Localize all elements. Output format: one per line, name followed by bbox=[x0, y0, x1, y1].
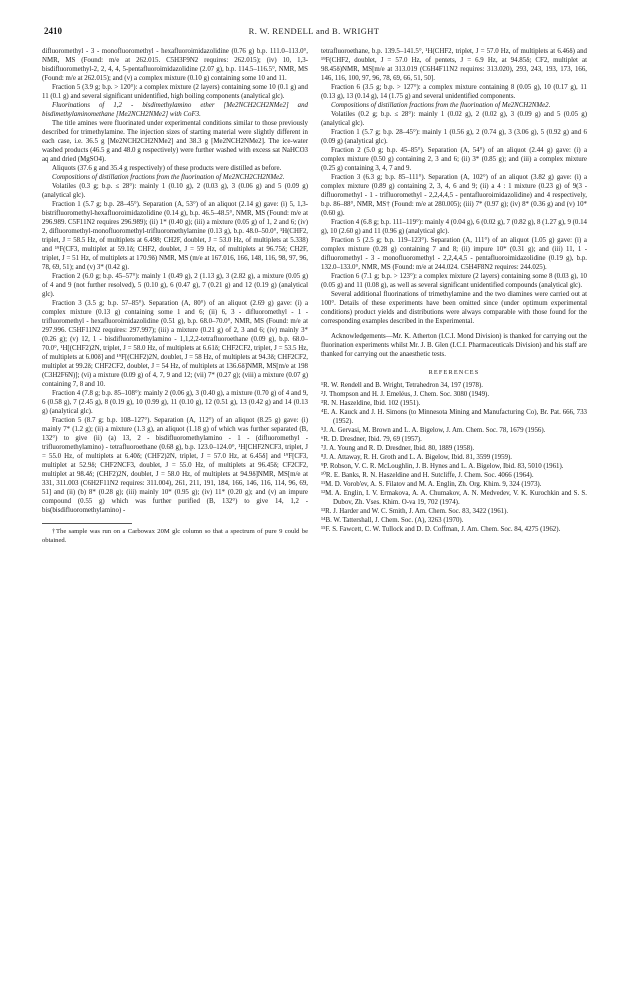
paragraph-fraction-2: Fraction 2 (6.0 g; b.p. 45–57°): mainly 1 (0.49 g), 2 (1.13 g), 3 (2.82 g), a mixture (0.05 g) of 4 and 9 (not further resolved), 5 (0.10 g), 6 (0.47 g), 7 (0.21 g) and 12 (0.19 g) (analytical glc). bbox=[42, 273, 308, 298]
paragraph-fraction-2b: Fraction 2 (5.0 g; b.p. 45–85°). Separation (A, 54°) of an aliquot (2.44 g) gave: (i) a complex mixture (0.50 g) containing 2, 3 and 6; (ii) 3* (0.85 g); and (iii) a complex mixture (0.25 g) containing 3, 4, 7 and 9. bbox=[321, 147, 587, 172]
reference-item: ¹¹M. D. Vorob'ev, A. S. Filatov and M. A. Englin, Zh. Org. Khim. 9, 324 (1973). bbox=[321, 481, 542, 488]
paragraph-fraction-5: Fraction 5 (3.9 g; b.p. > 120°): a complex mixture (2 layers) containing some 10 (0.1 g) and 11 (0.1 g) and several significant unidentified, high boiling components (analytical glc). bbox=[42, 84, 308, 100]
reference-item: ¹⁴B. W. Tattershall, J. Chem. Soc. (A), 3263 (1970). bbox=[321, 517, 464, 524]
references-list bbox=[321, 381, 587, 534]
reference-item: ¹⁰R. E. Banks, R. N. Haszeldine and H. Sutcliffe, J. Chem. Soc. 4066 (1964). bbox=[321, 472, 534, 479]
reference-item: ⁴E. A. Kauck and J. H. Simons (to Minnesota Mining and Manufacturing Co), Br. Pat. 666, 733 (1952). bbox=[321, 409, 587, 425]
paragraph-fraction-6: Fraction 6 (3.5 g; b.p. > 127°): a complex mixture containing 8 (0.05 g), 10 (0.17 g), 11 (0.13 g), 13 (0.14 g), 14 (1.75 g) and several unidentified components. bbox=[321, 84, 587, 100]
paragraph-method: The title amines were fluorinated under experimental conditions similar to those previously described for trimethylamine. The injection sizes of starting material were slightly different in each case, i.e. 36.5 g [Me2NCH2CH2NMe2] and 38.3 g [Me2NCH2NMe2]. The ice-water washed products (46.5 g and 48.0 g respectively) were further washed with excess sat NaHCO3 aq and dried (MgSO4). bbox=[42, 120, 308, 163]
paragraph-aliquots: Aliquots (37.6 g and 35.4 g respectively) of these products were distilled as before. bbox=[52, 165, 282, 172]
footnote-text: †The sample was run on a Carbowax 20M glc column so that a spectrum of pure 9 could be obtained. bbox=[42, 528, 308, 544]
subheading-compositions-ethane: Compositions of distillation fractions from the fluorination of Me2NCH2CH2NMe2. bbox=[52, 174, 285, 181]
paragraph-fraction-6b: Fraction 6 (7.1 g; b.p. > 123°): a complex mixture (2 layers) containing some 8 (0.03 g), 10 (0.05 g) and 11 (0.08 g), as well as several significant unidentified compounds (analytical glc). bbox=[321, 273, 587, 289]
reference-item: ⁵J. A. Gervasi, M. Brown and L. A. Bigelow, J. Am. Chem. Soc. 78, 1679 (1956). bbox=[321, 427, 546, 434]
reference-item: ¹²M. A. Englin, I. V. Ermakova, A. A. Chumakov, A. N. Medvedev, V. K. Kurochkin and S. S. Dubov, Zh. Vses. Khim. O-va 19, 702 (1974). bbox=[321, 490, 587, 506]
paragraph-fraction-3b: Fraction 3 (6.3 g; b.p. 85–111°). Separation (A, 102°) of an aliquot (3.82 g) gave: (i) a complex mixture (0.89 g) containing 2, 3, 4, 6 and 9; (ii) a 4 : 1 mixture (0.23 g) of 9(3 - difluoromethyl - 1 - trifluoromethyl - 2,2,4,4,5 - pentafluoroimidazolidine) and 4 respectively, b.p. 86–88°, NMR, MS† (Found: m/e at 280.005); (iii) 7* (0.97 g); (iv) 8* (0.36 g) and (v) 10* (0.60 g). bbox=[321, 174, 587, 217]
reference-item: ²J. Thompson and H. J. Emeléus, J. Chem. Soc. 3080 (1949). bbox=[321, 391, 490, 398]
running-header-authors: R. W. RENDELL and B. WRIGHT bbox=[248, 26, 380, 36]
reference-item: ⁷J. A. Young and R. D. Dresdner, Ibid. 80, 1889 (1958). bbox=[321, 445, 475, 452]
paragraph-fraction-4b: Fraction 4 (6.8 g; b.p. 111–119°): mainly 4 (0.04 g), 6 (0.02 g), 7 (0.82 g), 8 (1.27 g), 9 (0.14 g), 10 (2.60 g) and 11 (0.96 g) (analytical glc). bbox=[321, 219, 587, 235]
paragraph-fraction-1: Fraction 1 (5.7 g; b.p. 28–45°). Separation (A, 53°) of an aliquot (2.14 g) gave: (i) 5, 1,3-bistrifluoromethyl-hexafluoroimidazolidine (0.14 g), b.p. 46.5–48.5°, NMR, MS (Found: m/e at 296.989. C5F11N2 requires 296.989); (ii) 1* (0.40 g); (iii) a mixture (0.05 g) of 1, 2 and 6; (iv) 2, difluoromethyl-monofluoromethyl-trifluoromethylamine (0.13 g), b.p. 48.0–50.0°, ¹H(CHF2, triplet, J = 58.5 Hz, of multiplets at 6.498; CH2F, doublet, J = 53.0 Hz, of multiplets at 5.338) and ¹⁹F(CF3, multiplet at 59.1δ; CHF2, doublet, J = 59 Hz, of multiplets at 96.75δ; CH2F, triplet, J = 51 Hz, of multiplets at 170.9δ) NMR, MS (m/e at 167.016, 166, 148, 116, 98, 97, 96, 78, 69, 51); and (v) 3* (0.42 g). bbox=[42, 201, 308, 271]
subheading-compositions-methane: Compositions of distillation fractions from the fluorination of Me2NCH2NMe2. bbox=[331, 102, 551, 109]
reference-item: ⁸J. A. Attaway, R. H. Groth and L. A. Bigelow, Ibid. 81, 3599 (1959). bbox=[321, 454, 512, 461]
page-number: 2410 bbox=[44, 26, 62, 36]
reference-item: ⁹P. Robson, V. C. R. McLoughlin, J. B. Hynes and L. A. Bigelow, Ibid. 83, 5010 (1961). bbox=[321, 463, 564, 470]
references-heading: REFERENCES bbox=[428, 369, 480, 376]
paragraph-additional: Several additional fluorinations of trimethylamine and the two diamines were carried out at 100°. Details of these experiments have been omitted since (under optimum experimental conditions) product yields and distributions were always comparable with those found for the corresponding examples described in the Experimental. bbox=[321, 291, 587, 325]
running-header bbox=[44, 26, 584, 40]
right-column bbox=[321, 47, 587, 534]
paragraph-volatiles-b: Volatiles (0.2 g; b.p. ≤ 28°): mainly 1 (0.02 g), 2 (0.02 g), 3 (0.09 g) and 5 (0.05 g) (analytical glc). bbox=[321, 111, 587, 127]
paragraph-compound-continued: difluoromethyl - 3 - monofluoromethyl - hexafluoroimidazolidine (0.76 g) b.p. 111.0–113.0°, NMR, MS (Found: m/e at 262.015. C5H3F9N2 requires: 262.015); (iv) 10, 1,3-bisdifluoromethyl-2, 2, 4, 4, 5-pentafluoroimidazolidine (2.07 g), b.p. 114.5–116.5°, NMR, MS (Found: m/e at 262.015); and (v) a complex mixture (0.10 g) containing some 10 and 11. bbox=[42, 48, 308, 82]
reference-item: ¹³R. J. Harder and W. C. Smith, J. Am. Chem. Soc. 83, 3422 (1961). bbox=[321, 508, 509, 515]
paragraph-fraction-1b: Fraction 1 (5.7 g; b.p. 28–45°): mainly 1 (0.56 g), 2 (0.74 g), 3 (3.06 g), 5 (0.92 g) and 6 (0.09 g) (analytical glc). bbox=[321, 129, 587, 145]
acknowledgements: Acknowledgements—Mr. K. Atherton (I.C.I. Mond Division) is thanked for carrying out the fluorination experiments whilst Mr. J. B. Glen (I.C.I. Pharmaceuticals Division) and his staff are thanked for carrying out the anaesthetic tests. bbox=[321, 333, 587, 358]
paragraph-fraction-5c: Fraction 5 (2.5 g; b.p. 119–123°). Separation (A, 111°) of an aliquot (1.05 g) gave: (i) a complex mixture (0.28 g) containing 7 and 8; (ii) impure 10* (0.31 g); and (iii) 11, 1 - difluoromethyl - 3 - monofluoromethyl - 2,2,4,4,5 - pentafluoroimidazolidine (0.19 g), b.p. 132.0–133.0°, NMR, MS (Found: m/e at 244.024. C5H4F8N2 requires: 244.025). bbox=[321, 237, 587, 271]
paragraph-fraction-5b: Fraction 5 (8.7 g; b.p. 108–127°). Separation (A, 112°) of an aliquot (8.25 g) gave: (i) mainly 7* (1.2 g); (ii) a mixture (1.3 g), an aliquot (1.18 g) of which was further separated (B, 132°) to give (ii) (a) 13, 2 - bisdifluoromethylamino - 1 - (difluoromethyl - trifluoromethylamino) - tetrafluoroethane (0.68 g), b.p. 123.0–124.0°, ¹H[CHF2NCF3, triplet, J = 55.0 Hz, of multiplets at 6.40δ; (CHF2)2N, triplet, J = 57.0 Hz, at 6.45δ] and ¹⁹F[CF3, multiplet at 52.9δ; CHF2NCF3, doublet, J = 55.0 Hz, of multiplets at 96.45δ; CF2CF2, multiplet at 98.4δ; (CHF2)2N, doublet, J = 58.0 Hz, of multiplets at 94.9δ]NMR, MS[m/e at 331, 311.003 (C6H2F11N2 requires: 311.004), 261, 211, 191, 184, 166, 146, 116, 114, 96, 69, 51] and (ii) (b) 8* (0.28 g); (iii) mainly 10* (0.95 g); (iv) 11* (0.20 g); and (v) an impure compound (0.55 g) which was further purified (B, 132°) to give 14, 1,2 - bis(bisdifluoromethylamino) - bbox=[42, 417, 308, 514]
paragraph-compound-14: tetrafluoroethane, b.p. 139.5–141.5°, ¹H(CHF2, triplet, J = 57.0 Hz, of multiplets at 6.46δ) and ¹⁹F(CHF2, doublet, J = 57.0 Hz, of pentets, J = 6.9 Hz, at 94.85δ; CF2, multiplet at 98.45δ)NMR, MS[m/e at 313.019 (C6H4F11N2 requires: 313.020), 293, 243, 193, 173, 166, 146, 116, 100, 97, 96, 78, 69, 66, 51, 50]. bbox=[321, 48, 587, 82]
paragraph-volatiles: Volatiles (0.3 g; b.p. ≤ 28°): mainly 1 (0.10 g), 2 (0.03 g), 3 (0.06 g) and 5 (0.09 g) (analytical glc). bbox=[42, 183, 308, 199]
paragraph-fraction-4: Fraction 4 (7.8 g; b.p. 85–108°): mainly 2 (0.06 g), 3 (0.40 g), a mixture (0.70 g) of 4 and 9, 6 (0.58 g), 7 (2.45 g), 8 (0.19 g), 10 (0.99 g), 11 (0.10 g), 12 (0.51 g), 13 (0.42 g) and 14 (0.13 g) (analytical glc). bbox=[42, 390, 308, 415]
section-heading-fluorinations: Fluorinations of 1,2 - bisdimethylamino ether [Me2NCH2CH2NMe2] and bisdimethylaminomethane [Me2NCH2NMe2] with CoF3. bbox=[42, 102, 308, 118]
left-column bbox=[42, 47, 308, 545]
paragraph-fraction-3: Fraction 3 (3.5 g; b.p. 57–85°). Separation (A, 80°) of an aliquot (2.69 g) gave: (i) a complex mixture (0.13 g) containing some 1 and 6; (ii) 6, 3 - difluoromethyl - 1 - trifluoromethyl - hexafluoroimidazolidine (0.51 g), b.p. 68.0–70.0°, NMR, MS (Found: m/e at 297.996. C5HF11N2 requires: 297.997); (iii) a mixture (0.21 g) of 2, 3 and 6; (iv) mainly 3* (0.26 g); (v) 12, 1 - bisdifluoromethylamino - 1,1,2,2-tetrafluoroethane (0.09 g), b.p. 68.0–70.0°, ¹H[(CHF2)2N, triplet, J = 58.0 Hz, of multiplets at 6.61δ; CHF2CF2, triplet, J = 53.5 Hz, of multiplets at 6.00δ] and ¹⁹F[(CHF2)2N, doublet, J = 58 Hz, of multiplets at 94.3δ; CHF2CF2, multiplet at 99.2δ; CHF2CF2, doublet, J = 54 Hz, of multiplets at 136.6δ]NMR, MS[m/e at 198 (C3H2F6N)]; (vi) a mixture (0.09 g) of 4, 7, 9 and 12; (vii) 7* (0.27 g); (viii) a mixture (0.07 g) containing 7, 8 and 10. bbox=[42, 300, 308, 388]
reference-item: ¹R. W. Rendell and B. Wright, Tetrahedron 34, 197 (1978). bbox=[321, 382, 484, 389]
reference-item: ⁶R. D. Dresdner, Ibid. 79, 69 (1957). bbox=[321, 436, 422, 443]
reference-item: ³R. N. Haszeldine, Ibid. 102 (1951). bbox=[321, 400, 421, 407]
reference-item: ¹⁵F. S. Fawcett, C. W. Tullock and D. D. Coffman, J. Am. Chem. Soc. 84, 4275 (1962). bbox=[321, 526, 561, 533]
